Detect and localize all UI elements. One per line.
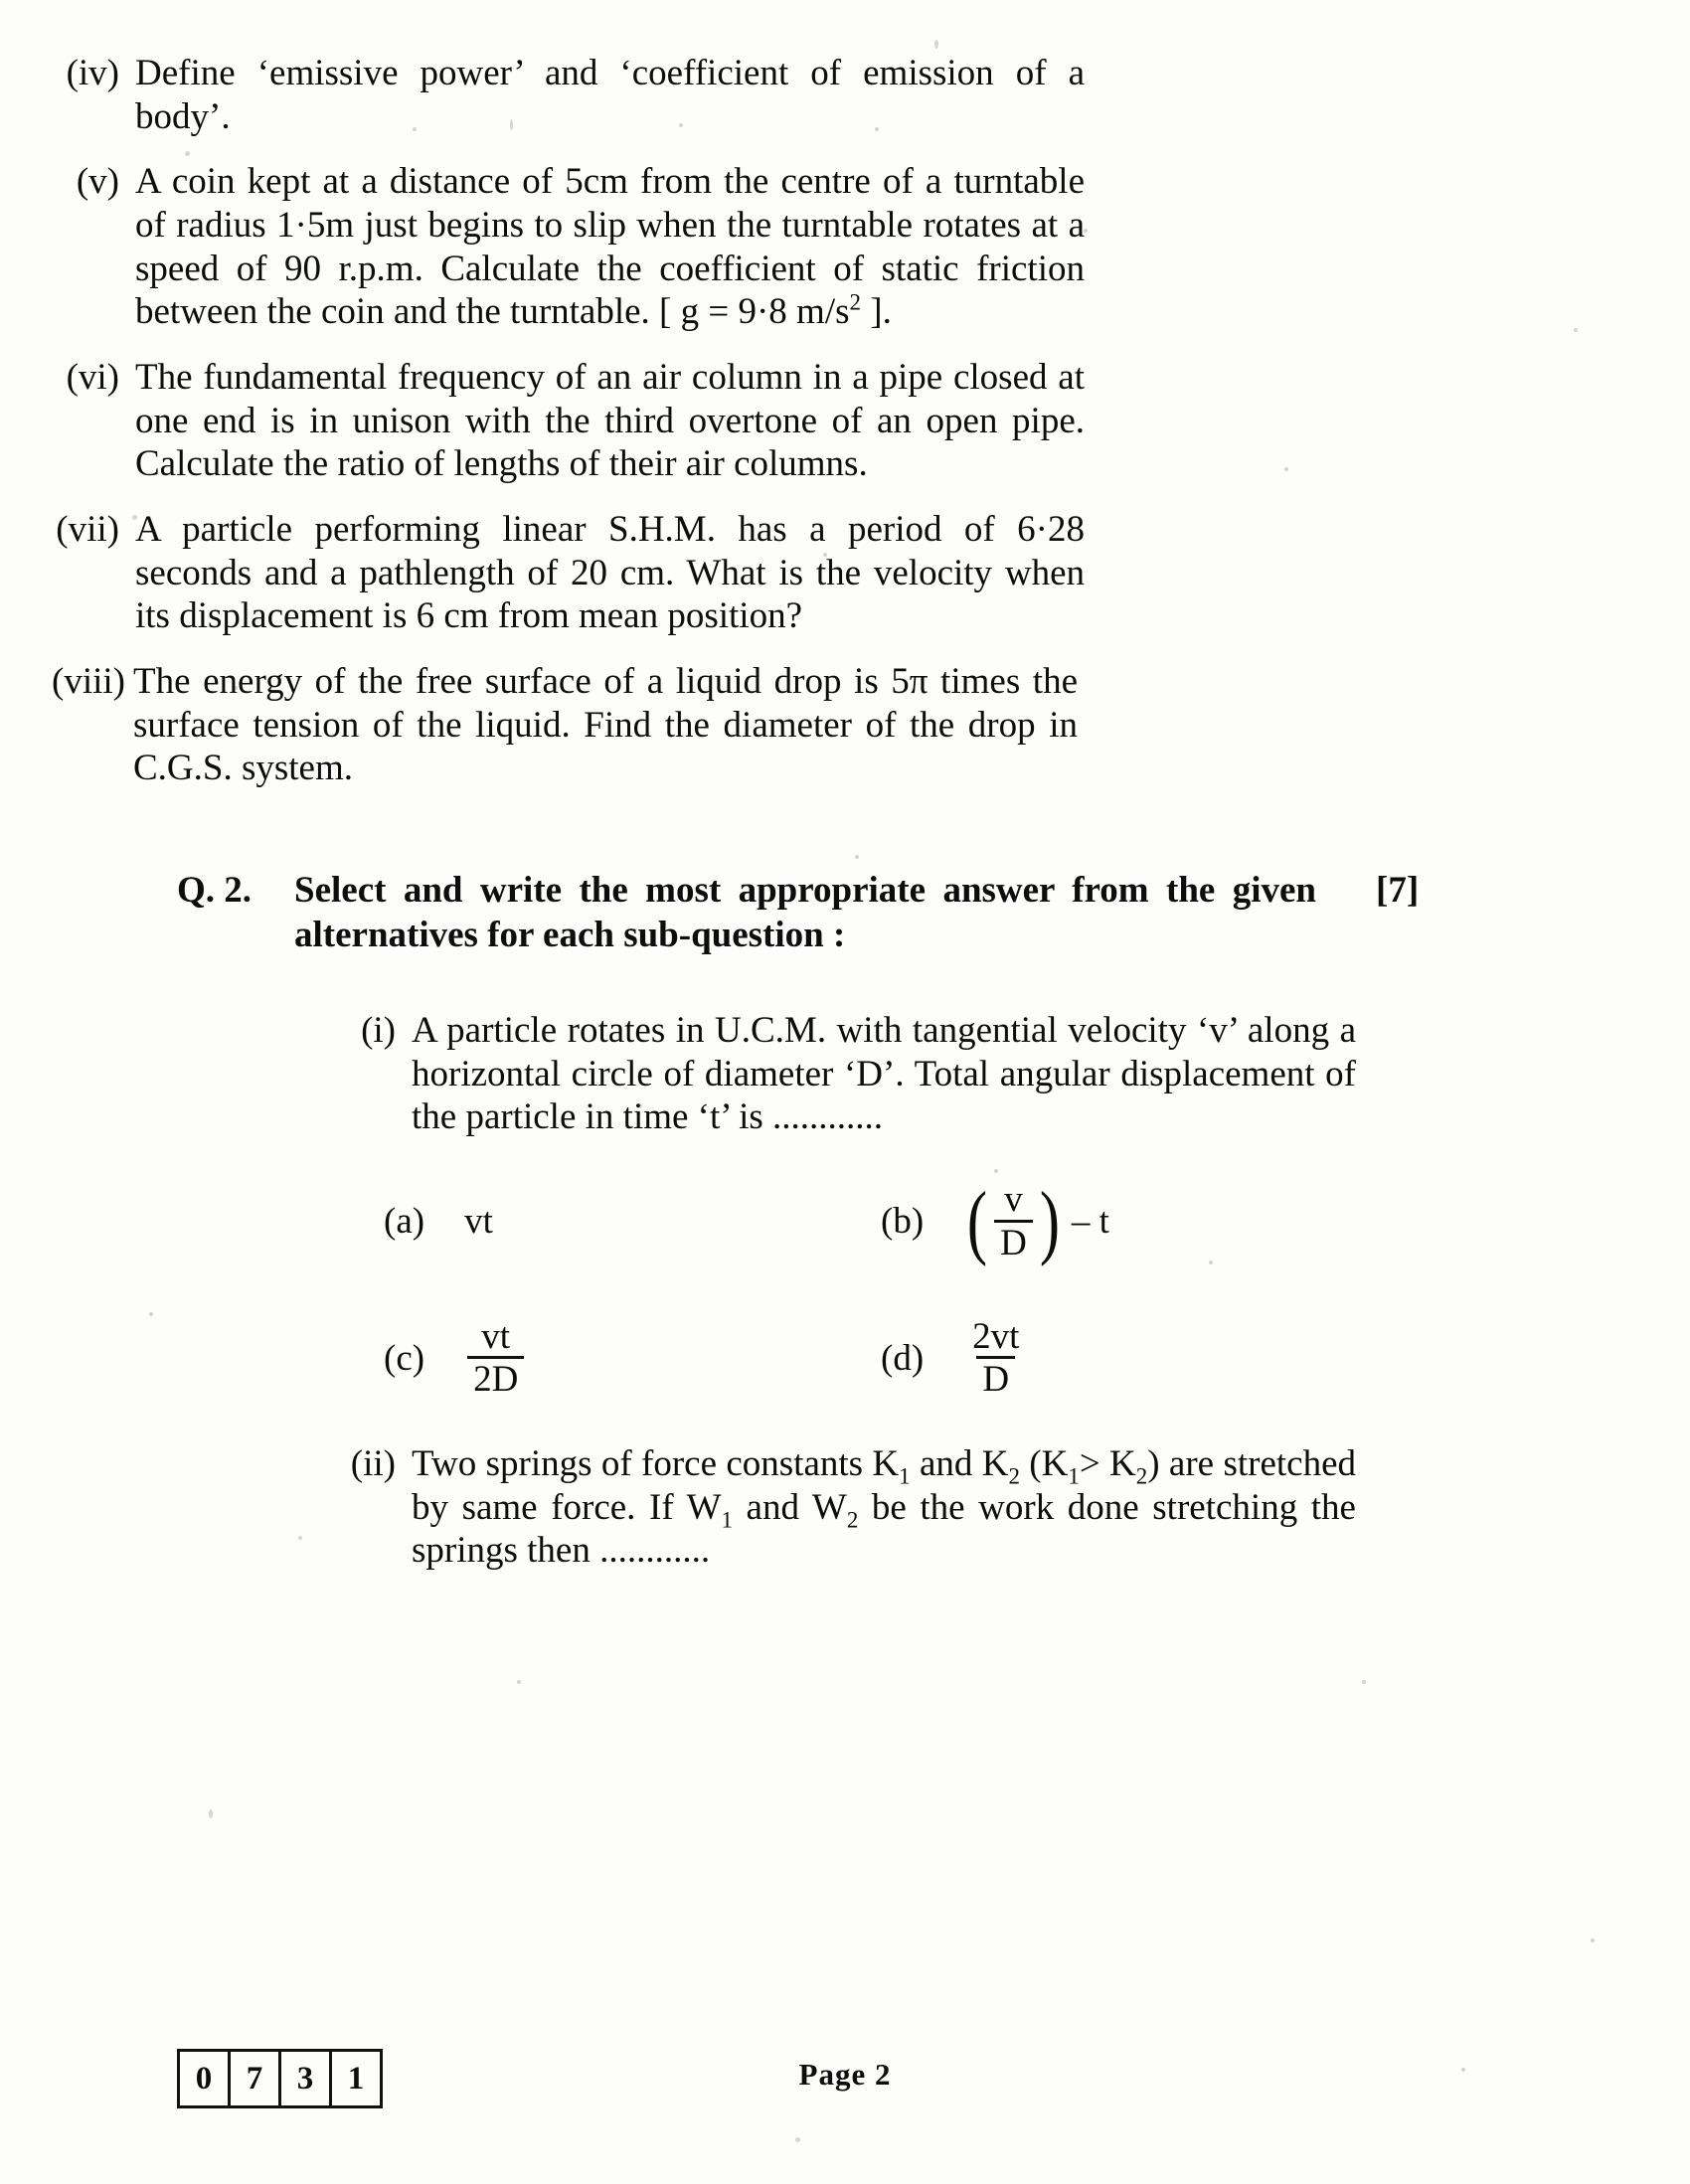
paper-code-digit: 7 bbox=[231, 2052, 281, 2105]
list-item bbox=[0, 356, 1690, 486]
fraction-denominator: D bbox=[994, 1220, 1033, 1262]
sq2-seg-c: (K bbox=[1019, 1443, 1069, 1484]
question-2-number: Q. 2. bbox=[177, 869, 253, 911]
item-text-v-part2: ]. bbox=[861, 291, 892, 333]
option-c[interactable] bbox=[384, 1315, 881, 1401]
sub-question-ii bbox=[0, 1442, 1690, 1573]
options-row-2 bbox=[384, 1315, 1437, 1401]
item-text-vii: A particle performing linear S.H.M. has a period of 6·28 seconds and a pathlength of 20 cm. What is the velocity when its displacement is 6 cm from mean position? bbox=[135, 508, 1085, 637]
sq2-seg-a: Two springs of force constants K bbox=[412, 1443, 900, 1484]
fraction-vt-over-2D bbox=[467, 1315, 524, 1401]
subscript-k1-inner: 1 bbox=[1068, 1463, 1080, 1489]
sub-question-text-i: A particle rotates in U.C.M. with tangential velocity ‘v’ along a horizontal circle of diameter ‘D’. Total angular displacement of the particle in time ‘t’ is ............ bbox=[412, 1010, 1356, 1138]
scan-speck bbox=[1591, 1938, 1595, 1942]
item-text-viii: The energy of the free surface of a liquid drop is 5π times the surface tension of the liquid. Find the diameter of the drop in C.G.S. system. bbox=[133, 660, 1078, 789]
right-paren: ) bbox=[1039, 1174, 1060, 1267]
question-2-instruction: Select and write the most appropriate answer from the given alternatives for each sub-question : bbox=[294, 869, 1316, 955]
sq2-seg-d: > K bbox=[1079, 1443, 1136, 1484]
sub-question-marker-i: (i) bbox=[361, 1010, 396, 1052]
question-2-marks: [7] bbox=[1376, 869, 1420, 911]
sub-question-i bbox=[0, 1009, 1690, 1139]
option-b-label: (b) bbox=[881, 1201, 925, 1243]
paper-code-digit: 3 bbox=[281, 2052, 332, 2105]
superscript-2: 2 bbox=[849, 289, 861, 315]
sq2-seg-e: ) are stretched by same force. If W bbox=[412, 1443, 1356, 1528]
options-group-i bbox=[384, 1174, 1437, 1401]
fraction-numerator: v bbox=[1004, 1179, 1023, 1221]
fraction-v-over-D bbox=[994, 1181, 1033, 1261]
item-text-v-part1: A coin kept at a distance of 5cm from the centre of a turntable of radius 1·5m just begins to slip when the turntable rotates at a speed of 90 r.p.m. Calculate the coefficient of static friction between the coin and the turntable. [ g = 9·8 m/s bbox=[135, 161, 1085, 333]
question-1-continued-list bbox=[0, 52, 1690, 790]
option-a-label: (a) bbox=[384, 1201, 425, 1243]
paper-code-digit: 1 bbox=[347, 2060, 365, 2097]
page-number-label: Page 2 bbox=[798, 2057, 892, 2092]
page-footer bbox=[0, 2049, 1690, 2122]
sq2-seg-f: and W bbox=[732, 1486, 847, 1528]
option-b-suffix: – t bbox=[1071, 1201, 1109, 1243]
subscript-k2: 2 bbox=[1008, 1463, 1020, 1489]
option-c-value bbox=[464, 1315, 527, 1401]
item-marker-iv: (iv) bbox=[66, 53, 119, 93]
option-a-value: vt bbox=[464, 1201, 493, 1243]
option-b-value bbox=[963, 1174, 1109, 1267]
fraction-denominator: 2D bbox=[467, 1356, 524, 1399]
option-d-label: (d) bbox=[881, 1337, 925, 1379]
fraction-numerator: 2vt bbox=[972, 1315, 1020, 1357]
fraction-denominator: D bbox=[976, 1356, 1015, 1399]
subscript-k2-inner: 2 bbox=[1135, 1463, 1148, 1489]
fraction-2vt-over-D bbox=[966, 1315, 1025, 1401]
item-marker-v: (v) bbox=[76, 161, 119, 203]
item-marker-vi: (vi) bbox=[66, 356, 119, 398]
subscript-w2: 2 bbox=[846, 1507, 859, 1533]
option-d[interactable] bbox=[881, 1315, 1028, 1401]
list-item bbox=[0, 660, 1690, 790]
list-item bbox=[0, 508, 1690, 638]
fraction-numerator: vt bbox=[481, 1315, 511, 1357]
scan-speck bbox=[795, 2137, 800, 2142]
list-item bbox=[0, 160, 1690, 334]
left-paren: ( bbox=[967, 1174, 988, 1267]
list-item bbox=[0, 52, 1690, 138]
item-marker-viii: (viii) bbox=[52, 660, 125, 702]
scan-speck bbox=[517, 1680, 521, 1684]
option-a[interactable] bbox=[384, 1200, 881, 1243]
item-text-v bbox=[135, 160, 1085, 334]
item-text-vi: The fundamental frequency of an air column in a pipe closed at one end is in unison with the third overtone of an open pipe. Calculate the ratio of lengths of their air columns. bbox=[135, 356, 1085, 485]
scan-speck bbox=[209, 1809, 213, 1818]
subscript-w1: 1 bbox=[721, 1507, 733, 1533]
sub-question-text-ii bbox=[412, 1442, 1356, 1573]
item-text-iv: Define ‘emissive power’ and ‘coefficient of emission of a body’. bbox=[135, 53, 1085, 137]
scan-speck bbox=[1362, 1680, 1366, 1684]
question-2-heading bbox=[0, 868, 1690, 957]
paper-code-digit: 0 bbox=[180, 2052, 231, 2105]
option-c-label: (c) bbox=[384, 1337, 425, 1379]
sub-question-marker-ii: (ii) bbox=[350, 1443, 396, 1484]
item-marker-vii: (vii) bbox=[56, 508, 119, 550]
option-d-value bbox=[963, 1315, 1028, 1401]
option-b[interactable] bbox=[881, 1174, 1109, 1267]
options-row-1 bbox=[384, 1174, 1437, 1267]
subscript-k1: 1 bbox=[899, 1463, 911, 1489]
sq2-seg-g: be the work done stretching the springs then ............ bbox=[412, 1486, 1356, 1572]
sq2-seg-b: and K bbox=[910, 1443, 1009, 1484]
